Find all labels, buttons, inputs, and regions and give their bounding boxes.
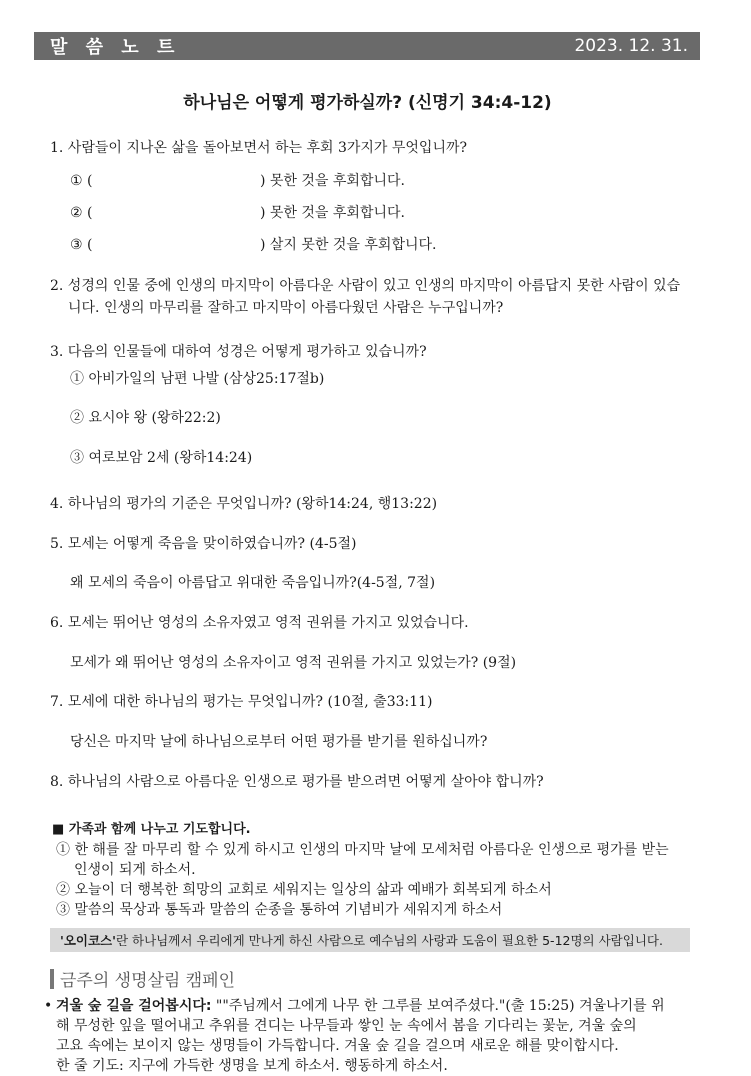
- question-4: 4. 하나님의 평가의 기준은 무엇입니까? (왕하14:24, 행13:22): [50, 496, 438, 512]
- question-2-line-1: 2. 성경의 인물 중에 인생의 마지막이 아름다운 사람이 있고 인생의 마지막이 아름답지 못한 사람이 있습: [50, 278, 681, 294]
- question-2-line-2: 니다. 인생의 마무리를 잘하고 마지막이 아름다웠던 사람은 누구입니까?: [68, 300, 504, 316]
- question-6-sub: 모세가 왜 뛰어난 영성의 소유자이고 영적 권위를 가지고 있었는가? (9절): [70, 655, 517, 671]
- question-3: 3. 다음의 인물들에 대하여 성경은 어떻게 평가하고 있습니까?: [50, 344, 427, 360]
- campaign-heading-text: 금주의 생명살림 캠페인: [60, 971, 236, 991]
- header-bar: [34, 32, 700, 60]
- prayer-item-3: ③ 말씀의 묵상과 통독과 말씀의 순종을 통하여 기념비가 세워지게 하소서: [56, 902, 503, 918]
- header-title: 말 씀 노 트: [50, 37, 181, 58]
- question-1: 1. 사람들이 지나온 삶을 돌아보면서 하는 후회 3가지가 무엇입니까?: [50, 140, 467, 156]
- prayer-item-1-line-1: ① 한 해를 잘 마무리 할 수 있게 하시고 인생의 마지막 날에 모세처럼 아름다운 인생으로 평가를 받는: [56, 842, 669, 858]
- oikos-definition: 란 하나님께서 우리에게 만나게 하신 사람으로 예수님의 사랑과 도움이 필요한 5-12명의 사람입니다.: [115, 933, 663, 948]
- heading-bar-marker: [50, 969, 54, 989]
- q3-item-3: ③ 여로보암 2세 (왕하14:24): [70, 450, 253, 466]
- question-7: 7. 모세에 대한 하나님의 평가는 무엇입니까? (10절, 출33:11): [50, 694, 433, 710]
- q1-blank-2: [70, 202, 405, 224]
- q1-blank-2-marker: ② (: [70, 205, 93, 221]
- question-7-sub: 당신은 마지막 날에 하나님으로부터 어떤 평가를 받기를 원하십니까?: [70, 734, 488, 750]
- q1-blank-2-text: ) 못한 것을 후회합니다.: [260, 205, 405, 221]
- prayer-heading: ■ 가족과 함께 나누고 기도합니다.: [52, 822, 251, 837]
- bullet-icon: •: [44, 998, 53, 1014]
- campaign-body: [44, 996, 694, 1076]
- prayer-item-1-line-2: 인생이 되게 하소서.: [74, 862, 196, 878]
- prayer-item-1: [56, 840, 696, 880]
- q1-blank-1-text: ) 못한 것을 후회합니다.: [260, 173, 405, 189]
- campaign-line-4: 한 줄 기도: 지구에 가득한 생명을 보게 하소서. 행동하게 하소서.: [56, 1058, 448, 1074]
- campaign-line-1: [44, 996, 694, 1016]
- oikos-definition-box: [50, 928, 690, 952]
- q1-blank-3-marker: ③ (: [70, 237, 93, 253]
- campaign-line-1-text: ""주님께서 그에게 나무 한 그루를 보여주셨다."(출 15:25) 겨울나기를 위: [215, 998, 665, 1014]
- q1-blank-1-marker: ① (: [70, 173, 93, 189]
- q3-item-2: ② 요시야 왕 (왕하22:2): [70, 410, 221, 426]
- campaign-heading: [50, 966, 235, 991]
- question-8: 8. 하나님의 사람으로 아름다운 인생으로 평가를 받으려면 어떻게 살아야 합니까?: [50, 774, 544, 790]
- prayer-item-2: ② 오늘이 더 행복한 희망의 교회로 세워지는 일상의 삶과 예배가 회복되게 하소서: [56, 882, 552, 898]
- page-title: 하나님은 어떻게 평가하실까? (신명기 34:4-12): [183, 93, 552, 113]
- question-5: 5. 모세는 어떻게 죽음을 맞이하였습니까? (4-5절): [50, 536, 357, 552]
- campaign-line-3: 고요 속에는 보이지 않는 생명들이 가득합니다. 겨울 숲 길을 걸으며 새로운 해를 맞이합시다.: [56, 1038, 619, 1054]
- question-6: 6. 모세는 뛰어난 영성의 소유자였고 영적 권위를 가지고 있었습니다.: [50, 615, 469, 631]
- q1-blank-3-text: ) 살지 못한 것을 후회합니다.: [260, 237, 437, 253]
- campaign-lead: 겨울 숲 길을 걸어봅시다:: [56, 998, 212, 1014]
- oikos-term: '오이코스': [60, 933, 116, 948]
- q1-blank-1: [70, 170, 405, 192]
- question-2: [50, 275, 680, 319]
- header-date: 2023. 12. 31.: [574, 36, 688, 56]
- campaign-line-2: 해 무성한 잎을 떨어내고 추위를 견디는 나무들과 쌓인 눈 속에서 봄을 기다리는 꽃눈, 겨울 숲의: [56, 1018, 637, 1034]
- q1-blank-3: [70, 234, 436, 256]
- q3-item-1: ① 아비가일의 남편 나발 (삼상25:17절b): [70, 371, 325, 387]
- question-5-sub: 왜 모세의 죽음이 아름답고 위대한 죽음입니까?(4-5절, 7절): [70, 575, 436, 591]
